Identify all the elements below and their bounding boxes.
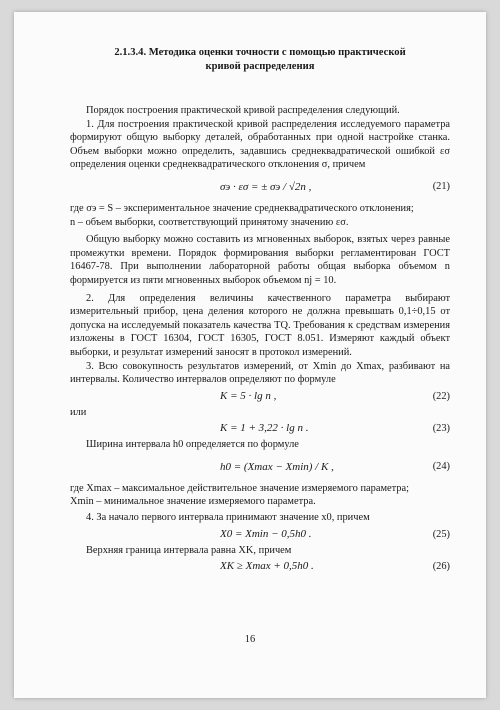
document-page	[14, 12, 486, 698]
equation-26-number: (26)	[432, 561, 450, 573]
paragraph-item-4: 4. За начало первого интервала принимают значение x0, причем	[86, 512, 370, 524]
equation-23-number: (23)	[432, 423, 450, 435]
equation-24-formula: h0 = (Xmax − Xmin) / K ,	[220, 460, 334, 473]
paragraph-width: Ширина интервала h0 определяется по формуле	[86, 439, 299, 451]
heading-line-1: 2.1.3.4. Методика оценки точности с помощью практической	[114, 47, 406, 58]
definition-xmin: Xmin – минимальное значение измеряемого параметра.	[70, 496, 316, 508]
equation-25	[70, 525, 450, 544]
paragraph-sample: Общую выборку можно составить из мгновенных выборок, взятых через равные промежутки времени. Порядок формирования выборки регламентирован ГОСТ 16467-78. При выполнении лабораторной работы общая выборка объемом n формируется из пяти мгновенных выборок объемом nj = 10.	[70, 234, 450, 286]
equation-23-formula: K = 1 + 3,22 · lg n .	[220, 422, 309, 435]
equation-22	[70, 387, 450, 406]
definition-xmax: где Xmax – максимальное действительное значение измеряемого параметра;	[70, 482, 409, 494]
equation-21-number: (21)	[432, 180, 450, 192]
equation-21-formula: σэ · εσ = ± σэ / √2n ,	[220, 180, 312, 193]
heading-line-2: кривой распределения	[205, 61, 315, 72]
equation-24-number: (24)	[432, 460, 450, 472]
equation-24	[70, 452, 450, 482]
paragraph-item-1: 1. Для построения практической кривой распределения исследуемого параметра формируют общую выборку деталей, обработанных при одной настройке станка. Объем выборки можно определить, задавшись среднеквадратической ошибкой εσ определения оценки среднеквадратического отклонения σ, причем	[70, 118, 450, 171]
definition-sigma: где σэ = S – экспериментальное значение среднеквадратического отклонения;	[70, 202, 414, 214]
equation-26	[70, 557, 450, 576]
equation-25-number: (25)	[432, 528, 450, 540]
equation-25-formula: X0 = Xmin − 0,5h0 .	[220, 527, 312, 540]
intro-paragraph: Порядок построения практической кривой распределения следующий.	[86, 105, 400, 116]
equation-21	[70, 172, 450, 202]
equation-26-formula: XK ≥ Xmax + 0,5h0 .	[220, 560, 314, 573]
equation-23	[70, 419, 450, 438]
paragraph-upper: Верхняя граница интервала равна XK, причем	[86, 544, 292, 556]
definition-n: n – объем выборки, соответствующий принятому значению εσ.	[70, 216, 349, 228]
page-content	[70, 46, 450, 576]
equation-22-number: (22)	[432, 390, 450, 402]
paragraph-item-2: 2. Для определения величины качественного параметра выбирают измерительный прибор, цена деления которого не должна превышать 0,1÷0,15 от допуска на исследуемый показатель качества TQ. Требования к средствам измерения изложены в ГОСТ 16304, ГОСТ 16305, ГОСТ 8.051. Измеряют каждый объект выборки, и результат измерений заносят в протокол измерений.	[70, 292, 450, 358]
section-heading	[70, 46, 450, 74]
equation-22-formula: K = 5 · lg n ,	[220, 389, 277, 402]
paragraph-item-3: 3. Всю совокупность результатов измерений, от Xmin до Xmax, разбивают на интервалы. Количество интервалов определяют по формуле	[70, 360, 450, 386]
or-word: или	[70, 406, 87, 418]
page-number: 16	[244, 634, 256, 645]
